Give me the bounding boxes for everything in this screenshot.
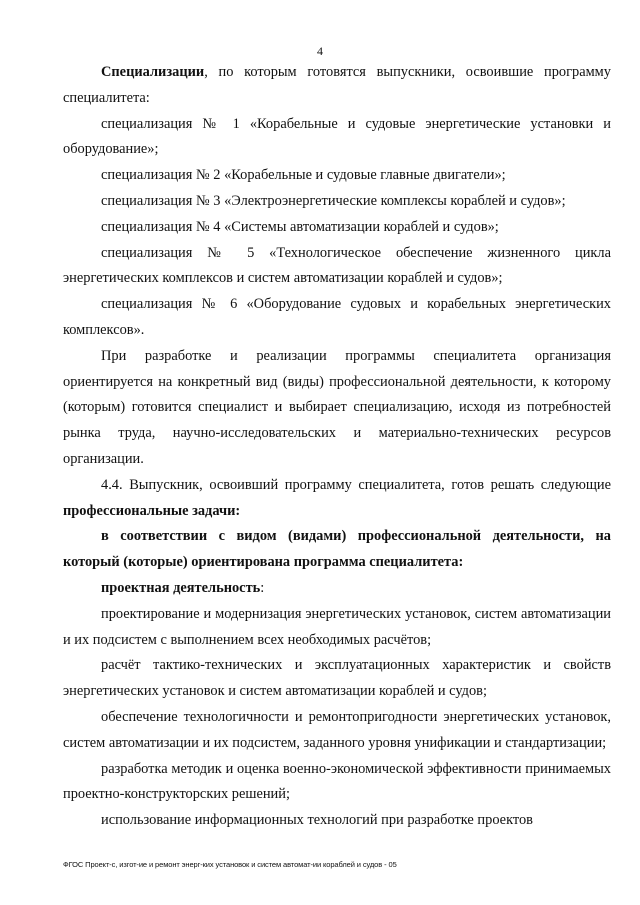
specialization-4: специализация № 4 «Системы автоматизации кораблей и судов»; [101, 218, 499, 235]
accordance-heading: в соответствии с видом (видами) профессиональной деятельности, на который (которые) ориентирована программа специалитета: [63, 528, 611, 571]
task-5: использование информационных технологий при разработке проектов [101, 812, 533, 829]
professional-tasks-bold: профессиональные задачи [63, 502, 236, 519]
project-activity-heading [63, 576, 611, 602]
specialization-3: специализация № 3 «Электроэнергетические комплексы кораблей и судов»; [101, 192, 566, 209]
project-activity-colon: : [260, 579, 265, 596]
specialization-6: специализация № 6 «Оборудование судовых и корабельных энергетических комплексов». [63, 296, 611, 338]
page-footer: ФГОС Проект-с, изгот-ие и ремонт энерг-ких установок и систем автомат-ии кораблей и судов - 05 [63, 860, 397, 869]
section-4-4-lead: 4.4. Выпускник, освоивший программу специалитета, готов решать следующие [101, 476, 611, 493]
task-1: проектирование и модернизация энергетических установок, систем автоматизации и их подсистем с выполнением всех необходимых расчётов; [63, 605, 611, 648]
section-4-4-paragraph [63, 473, 611, 525]
task-2: расчёт тактико-технических и эксплуатационных характеристик и свойств энергетических установок и систем автоматизации кораблей и судов; [63, 657, 611, 700]
section-4-4-colon: : [235, 502, 241, 519]
intro-bold: Специализации [101, 64, 205, 80]
specialization-5: специализация № 5 «Технологическое обеспечение жизненного цикла энергетических комплексов и систем автоматизации кораблей и судов»; [63, 244, 611, 287]
specialization-1: специализация № 1 «Корабельные и судовые энергетические установки и оборудование»; [63, 115, 611, 158]
intro-rest: , по которым готовятся выпускники, освоившие программу специалитета: [63, 64, 611, 106]
project-activity-label: проектная деятельность [101, 579, 261, 596]
orientation-paragraph: При разработке и реализации программы специалитета организация ориентируется на конкретный вид (виды) профессиональной деятельности, к которому (которым) готовится специалист и выбирает специализацию, исходя из потребностей рынка труда, научно-исследовательских и материально-технических ресурсов организации. [63, 347, 611, 467]
document-body [63, 60, 611, 834]
task-3: обеспечение технологичности и ремонтопригодности энергетических установок, систем автоматизации и их подсистем, заданного уровня унификации и стандартизации; [63, 708, 611, 751]
task-4: разработка методик и оценка военно-экономической эффективности принимаемых проектно-конструкторских решений; [63, 760, 611, 803]
intro-paragraph [63, 60, 611, 112]
page-number: 4 [317, 44, 323, 58]
specialization-2: специализация № 2 «Корабельные и судовые главные двигатели»; [101, 167, 506, 184]
